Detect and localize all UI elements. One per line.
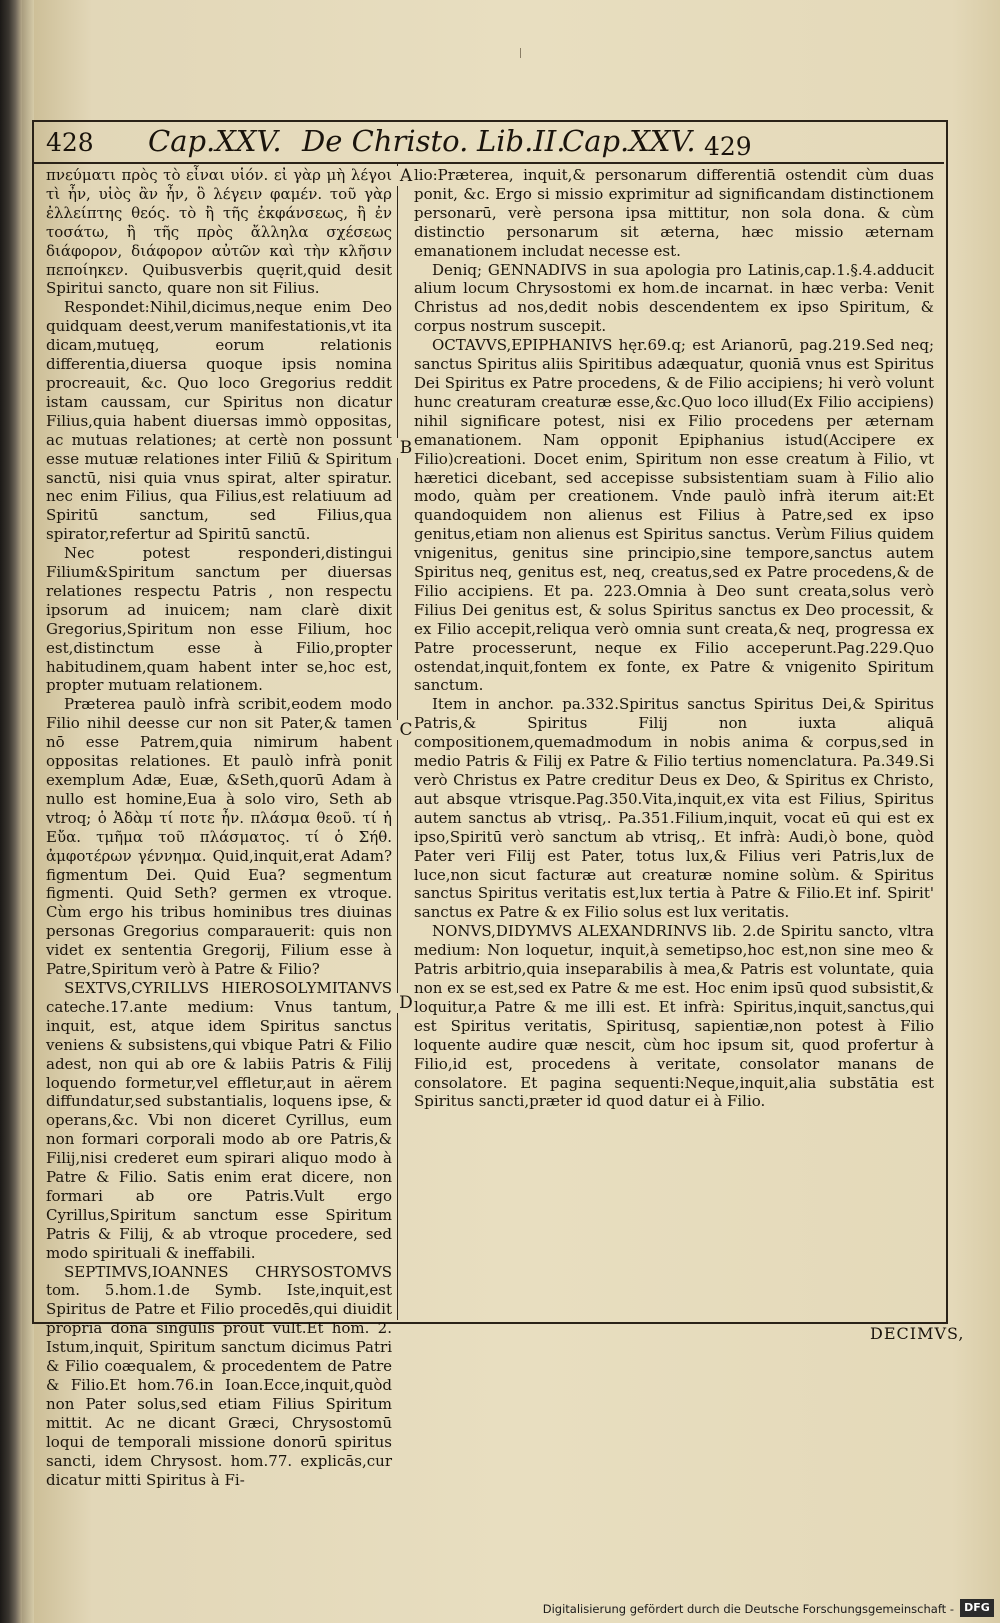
- page-tick-mark: [520, 48, 521, 58]
- right-paragraph: NONVS,DIDYMVS ALEXANDRINVS lib. 2.de Spiritu sancto, vltra medium: Non loquetur, inquit,à semetipso,hoc est,non sine meo & Patris arbitrio,quia inseparabilis à mea,& Patris est voluntate, quia non ex se est,sed ex Patre & me est. Hoc enim ipsū quod subsistit,& loquitur,a Patre & me illi est. Et infrà: Spiritus,inquit,sanctus,qui est Spiritus veritatis, Spiritusq, sapientiæ,non potest à Filio loquente audire quæ nescit, cùm hoc ipsum sit, quod profertur à Filio,id est, procedens à veritate, consolator manans de consolatore. Et pagina sequenti:Neque,inquit,alia substātia est Spiritus sancti,præter id quod datur ei à Filio.: [414, 922, 934, 1111]
- left-paragraph: SEXTVS,CYRILLVS HIEROSOLYMITANVS cateche.17.ante medium: Vnus tantum, inquit, est, atque idem Spiritus sanctus veniens & subsistens,qui vbique Patri & Filio adest, non qui ab ore & labiis Patris & Filij loquendo formetur,vel effletur,aut in aërem diffundatur,sed substantialis, loquens ipse, & operans,&c. Vbi non diceret Cyrillus, eum non formari corporali modo ab ore Patris,& Filij,nisi crederet eum spirari aliquo modo à Patre & Filio. Satis enim erat dicere, non formari ab ore Patris.Vult ergo Cyrillus,Spiritum sanctum esse Spiritum Patris & Filij, & ab vtroque procedere, sed modo spirituali & ineffabili.: [46, 978, 392, 1262]
- running-header: [32, 126, 944, 166]
- column-divider: [397, 162, 398, 1320]
- scanner-edge: [0, 0, 22, 1623]
- margin-marker-d: D: [397, 993, 415, 1013]
- chapter-label-right: Cap.XXV.: [562, 124, 696, 158]
- left-column: [46, 166, 392, 1489]
- book-label: Lib.II.: [477, 124, 566, 158]
- left-paragraph: πνεύματι πρὸς τὸ εἶναι υἱόν. εἰ γὰρ μὴ λέγοι τὶ ἦν, υἱὸς ἂν ἦν, ὃ λέγειν φαμέν. τοῦ γὰρ ἐλλείπτης θεός. τὸ ἢ τῆς ἐκφάνσεως, ἢ ἐν τοσάτω, ἢ τῆς πρὸς ἄλληλα σχέσεως διάφορον, διάφορον αὐτῶν καὶ τὴν κλῆσιν πεποίηκεν. Quibusverbis quęrit,quid desit Spiritui sancto, quare non sit Filius.: [46, 166, 392, 298]
- left-paragraph: SEPTIMVS,IOANNES CHRYSOSTOMVS tom. 5.hom.1.de Symb. Iste,inquit,est Spiritus de Patre et Filio procedēs,qui diuidit propria dona singulis prout vult.Et hom. 2. Istum,inquit, Spiritum sanctum dicimus Patri & Filio coæqualem, & procedentem de Patre & Filio.Et hom.76.in Ioan.Ecce,inquit,quòd non Pater solus,sed etiam Filius Spiritum mittit. Ac ne dicant Græci, Chrysostomū loqui de temporali missione donorū spiritus sancti, idem Chrysost. hom.77. explicās,cur dicatur mitti Spiritus à Fi-: [46, 1262, 392, 1489]
- margin-marker-a: A: [397, 166, 415, 186]
- right-paragraph: OCTAVVS,EPIPHANIVS hęr.69.q; est Arianorū, pag.219.Sed neq; sanctus Spiritus aliis Spiritibus adæquatur, quoniā vnus est Spiritus Dei Spiritus ex Patre procedens, & de Filio accipiens; hi verò volunt hunc creaturam creaturæ esse,&c.Quo loco illud(Ex Filio accipiens) nihil significare potest, nisi ex Filio procedens per æternam emanationem. Nam opponit Epiphanius istud(Accipere ex Filio)creationi. Docet enim, Spiritum non esse creatum à Filio, vt hæretici dicebant, sed accepisse subsistentiam suam à Filio alio modo, quàm per creationem. Vnde paulò infrà iterum ait:Et quandoquidem non alienus est Filius à Patre,sed ex ipso genitus,etiam non alienus est Spiritus sanctus. Verùm Filius quidem vnigenitus, genitus sine principio,sine tempore,sanctus autem Spiritus neq, genitus est, neq, creatus,sed ex Patre procedens,& de Filio accipiens. Et pa. 223.Omnia à Deo sunt creata,solus verò Filius Dei genitus est, & solus Spiritus sanctus ex Deo processit, & ex Filio accepit,reliqua verò omnia sunt creata,& neq, progressa ex Patre processerunt, neque ex Filio acceperunt.Pag.229.Quo ostendat,inquit,fontem ex fonte, ex Patre & vnigenito Spiritum sanctum.: [414, 336, 934, 695]
- page-number-right: 429: [704, 132, 752, 161]
- footer-credit: Digitalisierung gefördert durch die Deutsche Forschungsgemeinschaft -: [542, 1602, 954, 1616]
- right-paragraph: Item in anchor. pa.332.Spiritus sanctus Spiritus Dei,& Spiritus Patris,& Spiritus Filij non iuxta aliquā compositionem,quemadmodum in nobis anima & corpus,sed in medio Patris & Filij ex Patre & Filio tertius nomenclatura. Pa.349.Si verò Christus ex Patre creditur Deus ex Deo, & Spiritus ex Christo, aut absque vtrisque.Pag.350.Vita,inquit,ex vita est Filius, Spiritus autem sanctus ab vtrisq,. Pa.351.Filium,inquit, vocat eū qui est ex ipso,Spiritū verò sanctum ab vtrisq,. Et infrà: Audi,ò bone, quòd Pater veri Filij est Pater, totus lux,& Filius veri Patris,lux de luce,non sicut facturæ aut creaturæ nomine solùm. & Spiritus sanctus Spiritus veritatis est,lux tertia à Patre & Filio.Et inf. Spirit' sanctus ex Patre & ex Filio solus est lux veritatis.: [414, 695, 934, 922]
- left-paragraph: Præterea paulò infrà scribit,eodem modo Filio nihil deesse cur non sit Pater,& tamen nō esse Patrem,quia nimirum habent oppositas relationes. Et paulò infrà ponit exemplum Adæ, Euæ, &Seth,quorū Adam à nullo est homine,Eua à solo viro, Seth ab vtroq; ὁ Ἀδὰμ τί ποτε ἦν. πλάσμα θεοῦ. τί ἡ Εὔα. τμῆμα τοῦ πλάσματος. τί ὁ Σήθ. ἀμφοτέρων γέννημα. Quid,inquit,erat Adam? figmentum Dei. Quid Eua? segmentum figmenti. Quid Seth? germen ex vtroque. Cùm ergo his tribus hominibus tres diuinas personas Gregorius comparauerit: quis non videt ex sententia Gregorij, Filium esse à Patre,Spiritum verò à Patre & Filio?: [46, 695, 392, 979]
- right-paragraph: lio:Præterea, inquit,& personarum differentiā ostendit cùm duas ponit, &c. Ergo si missio exprimitur ad significandam distinctionem personarū, verè persona ipsa mittitur, non sola dona. & cùm distinctio personarum sit æterna, hæc missio æternam emanationem includat necesse est.: [414, 166, 934, 260]
- left-paragraph: Respondet:Nihil,dicimus,neque enim Deo quidquam deest,verum manifestationis,vt ita dicam,mutuęq, eorum relationis differentia,diuersa quoque ipsis nomina procreauit, &c. Quo loco Gregorius reddit istam caussam, cur Spiritus non dicatur Filius,quia habent diuersas immò oppositas, ac mutuas relationes; at certè non possunt esse mutuæ relationes inter Filiū & Spiritum sanctū, nisi quia vnus spirat, alter spiratur. nec enim Filius, qua Filius,est relatiuum ad Spiritū sanctum, sed Filius,qua spirator,refertur ad Spiritū sanctū.: [46, 298, 392, 544]
- page-number-left: 428: [46, 128, 94, 157]
- catchword: DECIMVS,: [870, 1324, 965, 1343]
- right-paragraph: Deniq; GENNADIVS in sua apologia pro Latinis,cap.1.§.4.adducit alium locum Chrysostomi ex hom.de incarnat. in hæc verba: Venit Christus ad nos,dedit nobis descendentem ex ipso Spiritum, & corpus nostrum suscepit.: [414, 260, 934, 336]
- right-column: [414, 166, 934, 1111]
- digitization-footer: [0, 1596, 1000, 1623]
- header-title: De Christo.: [302, 124, 469, 158]
- header-rule: [32, 162, 944, 164]
- margin-marker-b: B: [397, 438, 415, 458]
- margin-marker-c: C: [397, 720, 415, 740]
- dfg-logo: DFG: [960, 1599, 994, 1617]
- chapter-label-left: Cap.XXV.: [148, 124, 282, 158]
- left-paragraph: Nec potest responderi,distingui Filium&Spiritum sanctum per diuersas relationes respectu Patris , non respectu ipsorum ad inuicem; nam clarè dixit Gregorius,Spiritum non esse Filium, hoc est,distinctum esse à Filio,propter habitudinem,quam habent inter se,hoc est, propter mutuam relationem.: [46, 544, 392, 695]
